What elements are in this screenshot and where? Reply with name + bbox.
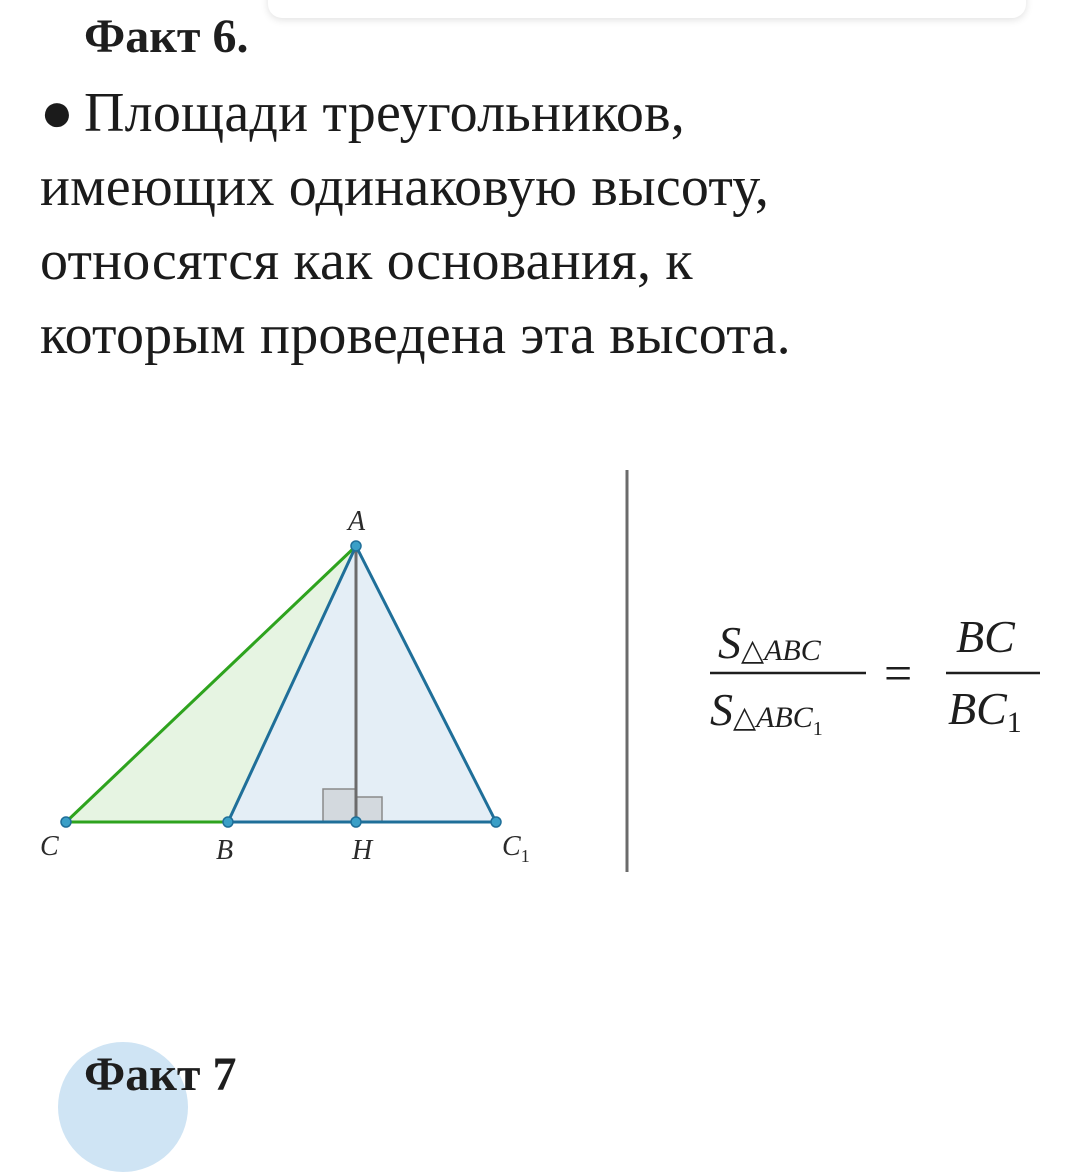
formula-rhs-den-index: 1: [1006, 706, 1022, 739]
statement-line-3: относятся как основания, к: [40, 230, 693, 292]
label-h: H: [352, 835, 373, 866]
fact-6-heading: Факт 6.: [84, 10, 249, 63]
formula-denominator: [710, 684, 823, 740]
formula-rhs-den-main: BC: [948, 683, 1007, 734]
right-angle-marker-left: [323, 789, 356, 822]
point-h: [351, 817, 361, 827]
formula-den-sub: △ABC: [733, 701, 813, 734]
formula-den-s: S: [710, 684, 733, 735]
label-c1: [502, 831, 530, 866]
point-a: [351, 541, 361, 551]
formula-den-sub-index: 1: [812, 718, 823, 740]
bullet-icon: ●: [40, 82, 75, 144]
statement-line-1: [40, 76, 1050, 150]
fact-6-statement: [40, 76, 1050, 372]
statement-line-4: которым проведена эта высота.: [40, 304, 791, 366]
top-card-edge: [268, 0, 1026, 18]
formula-num-sub: △ABC: [741, 634, 821, 667]
fact-7-heading: Факт 7: [84, 1048, 237, 1101]
label-b: B: [216, 835, 234, 866]
formula-rhs-numerator: BC: [956, 611, 1015, 662]
point-c: [61, 817, 71, 827]
label-c: C: [40, 831, 59, 862]
triangle-figure: [0, 460, 1080, 890]
point-b: [223, 817, 233, 827]
formula-equals: =: [884, 645, 913, 701]
formula-num-s: S: [718, 617, 741, 668]
point-c1: [491, 817, 501, 827]
label-c1-main: C: [502, 831, 521, 862]
statement-line-2: имеющих одинаковую высоту,: [40, 156, 770, 218]
statement-line-1-text: Площади треугольников,: [84, 82, 685, 144]
formula-numerator: [718, 617, 822, 668]
label-c1-sub: 1: [520, 846, 530, 866]
formula-rhs-denominator: [948, 683, 1022, 739]
label-a: A: [348, 506, 366, 537]
